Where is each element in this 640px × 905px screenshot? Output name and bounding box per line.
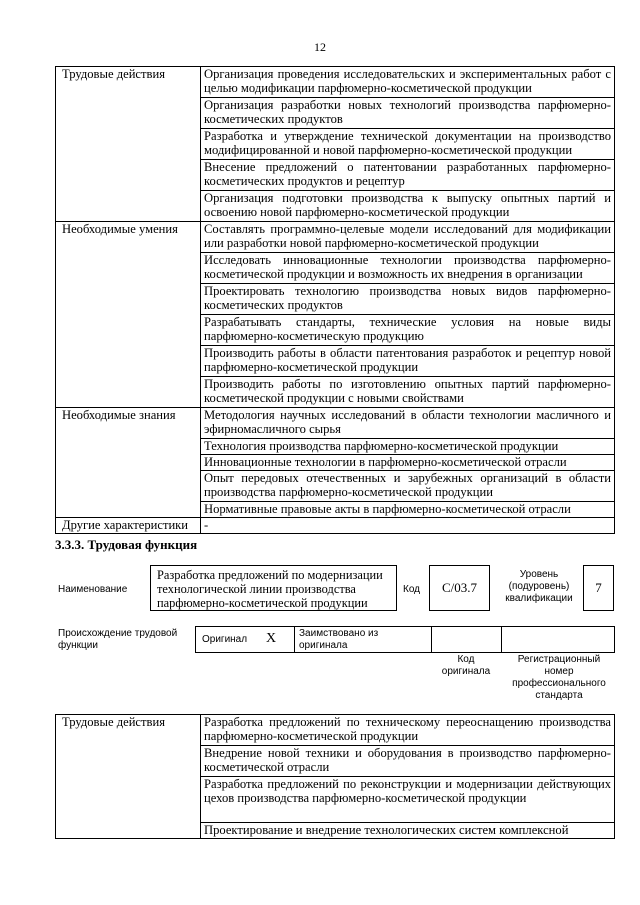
table-cell: - (201, 518, 615, 534)
name-label: Наименование (58, 584, 128, 595)
original-mark: X (266, 631, 277, 646)
table-cell: Разработка и утверждение технической документации на производство модифицированной и новой парфюмерно-косметической продукции (201, 129, 615, 160)
origin-divider-2 (431, 626, 432, 653)
function-name-box (150, 565, 397, 611)
level-label: Уровень (подуровень) квалификации (505, 569, 573, 604)
table-cell: Инновационные технологии в парфюмерно-косметической отрасли (201, 455, 615, 471)
table-cell: Исследовать инновационные технологии производства парфюмерно-косметической продукции и возможность их внедрения в организации (201, 253, 615, 284)
labor-actions-table (55, 714, 615, 839)
table-cell: Разработка предложений по реконструкции и модернизации действующих цехов производства парфюмерно-косметической продукции (201, 777, 615, 823)
row-label-required-skills: Необходимые умения (56, 222, 201, 408)
table-cell: Проектирование и внедрение технологических систем комплексной (201, 823, 615, 839)
table-cell: Составлять программно-целевые модели исследований для модификации или разработки новой парфюмерно-косметической продукции (201, 222, 615, 253)
table-cell: Технология производства парфюмерно-косметической продукции (201, 439, 615, 455)
reg-number-caption: Регистрационный номер профессионального стандарта (512, 654, 606, 701)
code-box (429, 565, 490, 611)
qualification-level: 7 (595, 580, 602, 595)
origin-divider-3 (501, 626, 502, 653)
table-cell: Производить работы в области патентования разработок и рецептур новой парфюмерно-косметической продукции (201, 346, 615, 377)
function-name: Разработка предложений по модернизации технологической линии производства парфюмерно-косметической продукции (157, 568, 383, 610)
borrowed-label: Заимствовано из оригинала (299, 628, 379, 651)
table-cell: Разработка предложений по техническому переоснащению производства парфюмерно-косметической продукции (201, 715, 615, 746)
table-cell: Опыт передовых отечественных и зарубежных организаций в области производства парфюмерно-косметической продукции (201, 471, 615, 502)
table-cell: Внедрение новой техники и оборудования в производство парфюмерно-косметической отрасли (201, 746, 615, 777)
code-original-caption: Код оригинала (441, 654, 491, 677)
table-row (56, 715, 615, 746)
row-label-labor-actions: Трудовые действия (56, 715, 201, 839)
original-label: Оригинал (202, 634, 248, 645)
table-row (56, 408, 615, 439)
competency-table (55, 66, 615, 534)
table-cell: Внесение предложений о патентовании разработанных парфюмерно-косметических продуктов и рецептур (201, 160, 615, 191)
table-cell: Нормативные правовые акты в парфюмерно-косметической отрасли (201, 502, 615, 518)
level-box (583, 565, 614, 611)
table-row (56, 518, 615, 534)
table-cell: Методология научных исследований в области технологии масличного и эфирномасличного сырья (201, 408, 615, 439)
table-cell: Организация подготовки производства к выпуску опытных партий и освоению новой парфюмерно-косметической продукции (201, 191, 615, 222)
page-number: 12 (314, 40, 326, 54)
row-label-required-knowledge: Необходимые знания (56, 408, 201, 518)
code-label: Код (403, 584, 421, 595)
table-row (56, 222, 615, 253)
table-cell: Производить работы по изготовлению опытных партий парфюмерно-косметической продукции с новыми свойствами (201, 377, 615, 408)
section-heading: 3.3.3. Трудовая функция (55, 537, 198, 552)
function-code: C/03.7 (441, 580, 478, 595)
row-label-other: Другие характеристики (56, 518, 201, 534)
table-cell: Разрабатывать стандарты, технические условия на новые виды парфюмерно-косметическую продукцию (201, 315, 615, 346)
table-cell: Организация проведения исследовательских и экспериментальных работ с целью модификации парфюмерно-косметической продукции (201, 67, 615, 98)
table-cell: Организация разработки новых технологий производства парфюмерно-косметических продуктов (201, 98, 615, 129)
row-label-labor-actions: Трудовые действия (56, 67, 201, 222)
origin-divider-1 (294, 626, 295, 653)
table-cell: Проектировать технологию производства новых видов парфюмерно-косметических продуктов (201, 284, 615, 315)
table-row (56, 67, 615, 98)
origin-label: Происхождение трудовой функции (58, 628, 178, 651)
